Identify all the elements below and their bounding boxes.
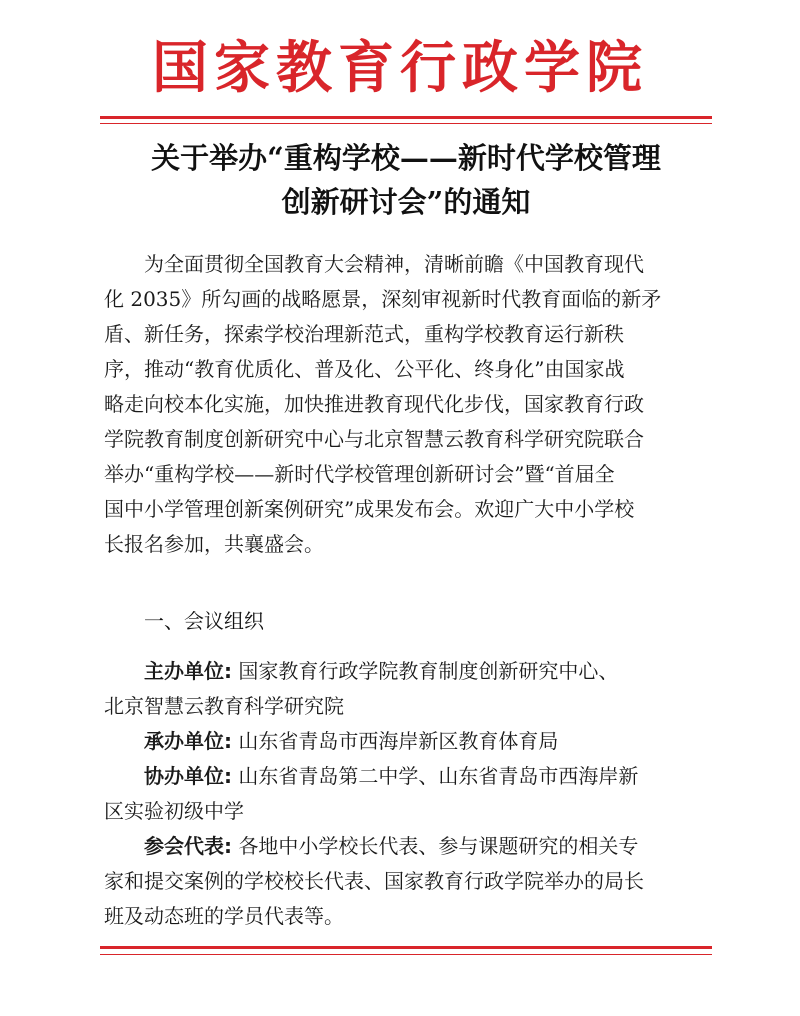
organizer-label: 承办单位: [144,729,232,753]
header-rule-thin [100,123,712,124]
footer-rule-thin [100,954,712,955]
intro-line: 略走向校本化实施，加快推进教育现代化步伐，国家教育行政 [104,392,644,416]
intro-line: 举办“重构学校——新时代学校管理创新研讨会”暨“首届全 [104,462,615,486]
delegates-row-continued: 家和提交案例的学校校长代表、国家教育行政学院举办的局长 [104,869,644,893]
intro-line: 为全面贯彻全国教育大会精神，清晰前瞻《中国教育现代 [144,252,644,276]
intro-line: 化 2035》所勾画的战略愿景，深刻审视新时代教育面临的新矛 [104,287,662,311]
footer-rule-thick [100,946,712,949]
organization-block [104,654,708,934]
delegates-value: 各地中小学校长代表、参与课题研究的相关专 [232,834,639,858]
delegates-label: 参会代表: [144,834,232,858]
delegates-row-continued: 班及动态班的学员代表等。 [104,904,344,928]
host-row-continued: 北京智慧云教育科学研究院 [104,694,344,718]
co-organizer-row [104,759,708,794]
intro-line: 国中小学管理创新案例研究”成果发布会。欢迎广大中小学校 [104,497,635,521]
organizer-row [104,724,708,759]
letterhead-title: 国家教育行政学院 [152,35,648,101]
host-row [104,654,708,689]
organizer-value: 山东省青岛市西海岸新区教育体育局 [232,729,559,753]
delegates-row [104,829,708,864]
notice-title-line2: 创新研讨会”的通知 [281,185,531,219]
co-organizer-label: 协办单位: [144,764,232,788]
intro-line: 序，推动“教育优质化、普及化、公平化、终身化”由国家战 [104,357,625,381]
header-rule-thick [100,116,712,119]
intro-line: 学院教育制度创新研究中心与北京智慧云教育科学研究院联合 [104,427,644,451]
notice-title-line1: 关于举办“重构学校——新时代学校管理 [151,141,661,175]
notice-title [100,136,712,224]
intro-line: 盾、新任务，探索学校治理新范式，重构学校教育运行新秩 [104,322,624,346]
co-organizer-value: 山东省青岛第二中学、山东省青岛市西海岸新 [232,764,639,788]
host-label: 主办单位: [144,659,232,683]
host-value: 国家教育行政学院教育制度创新研究中心、 [232,659,619,683]
section-heading-organization: 一、会议组织 [144,609,264,633]
intro-line: 长报名参加，共襄盛会。 [104,532,324,556]
intro-paragraph [104,247,708,562]
co-organizer-row-continued: 区实验初级中学 [104,799,244,823]
